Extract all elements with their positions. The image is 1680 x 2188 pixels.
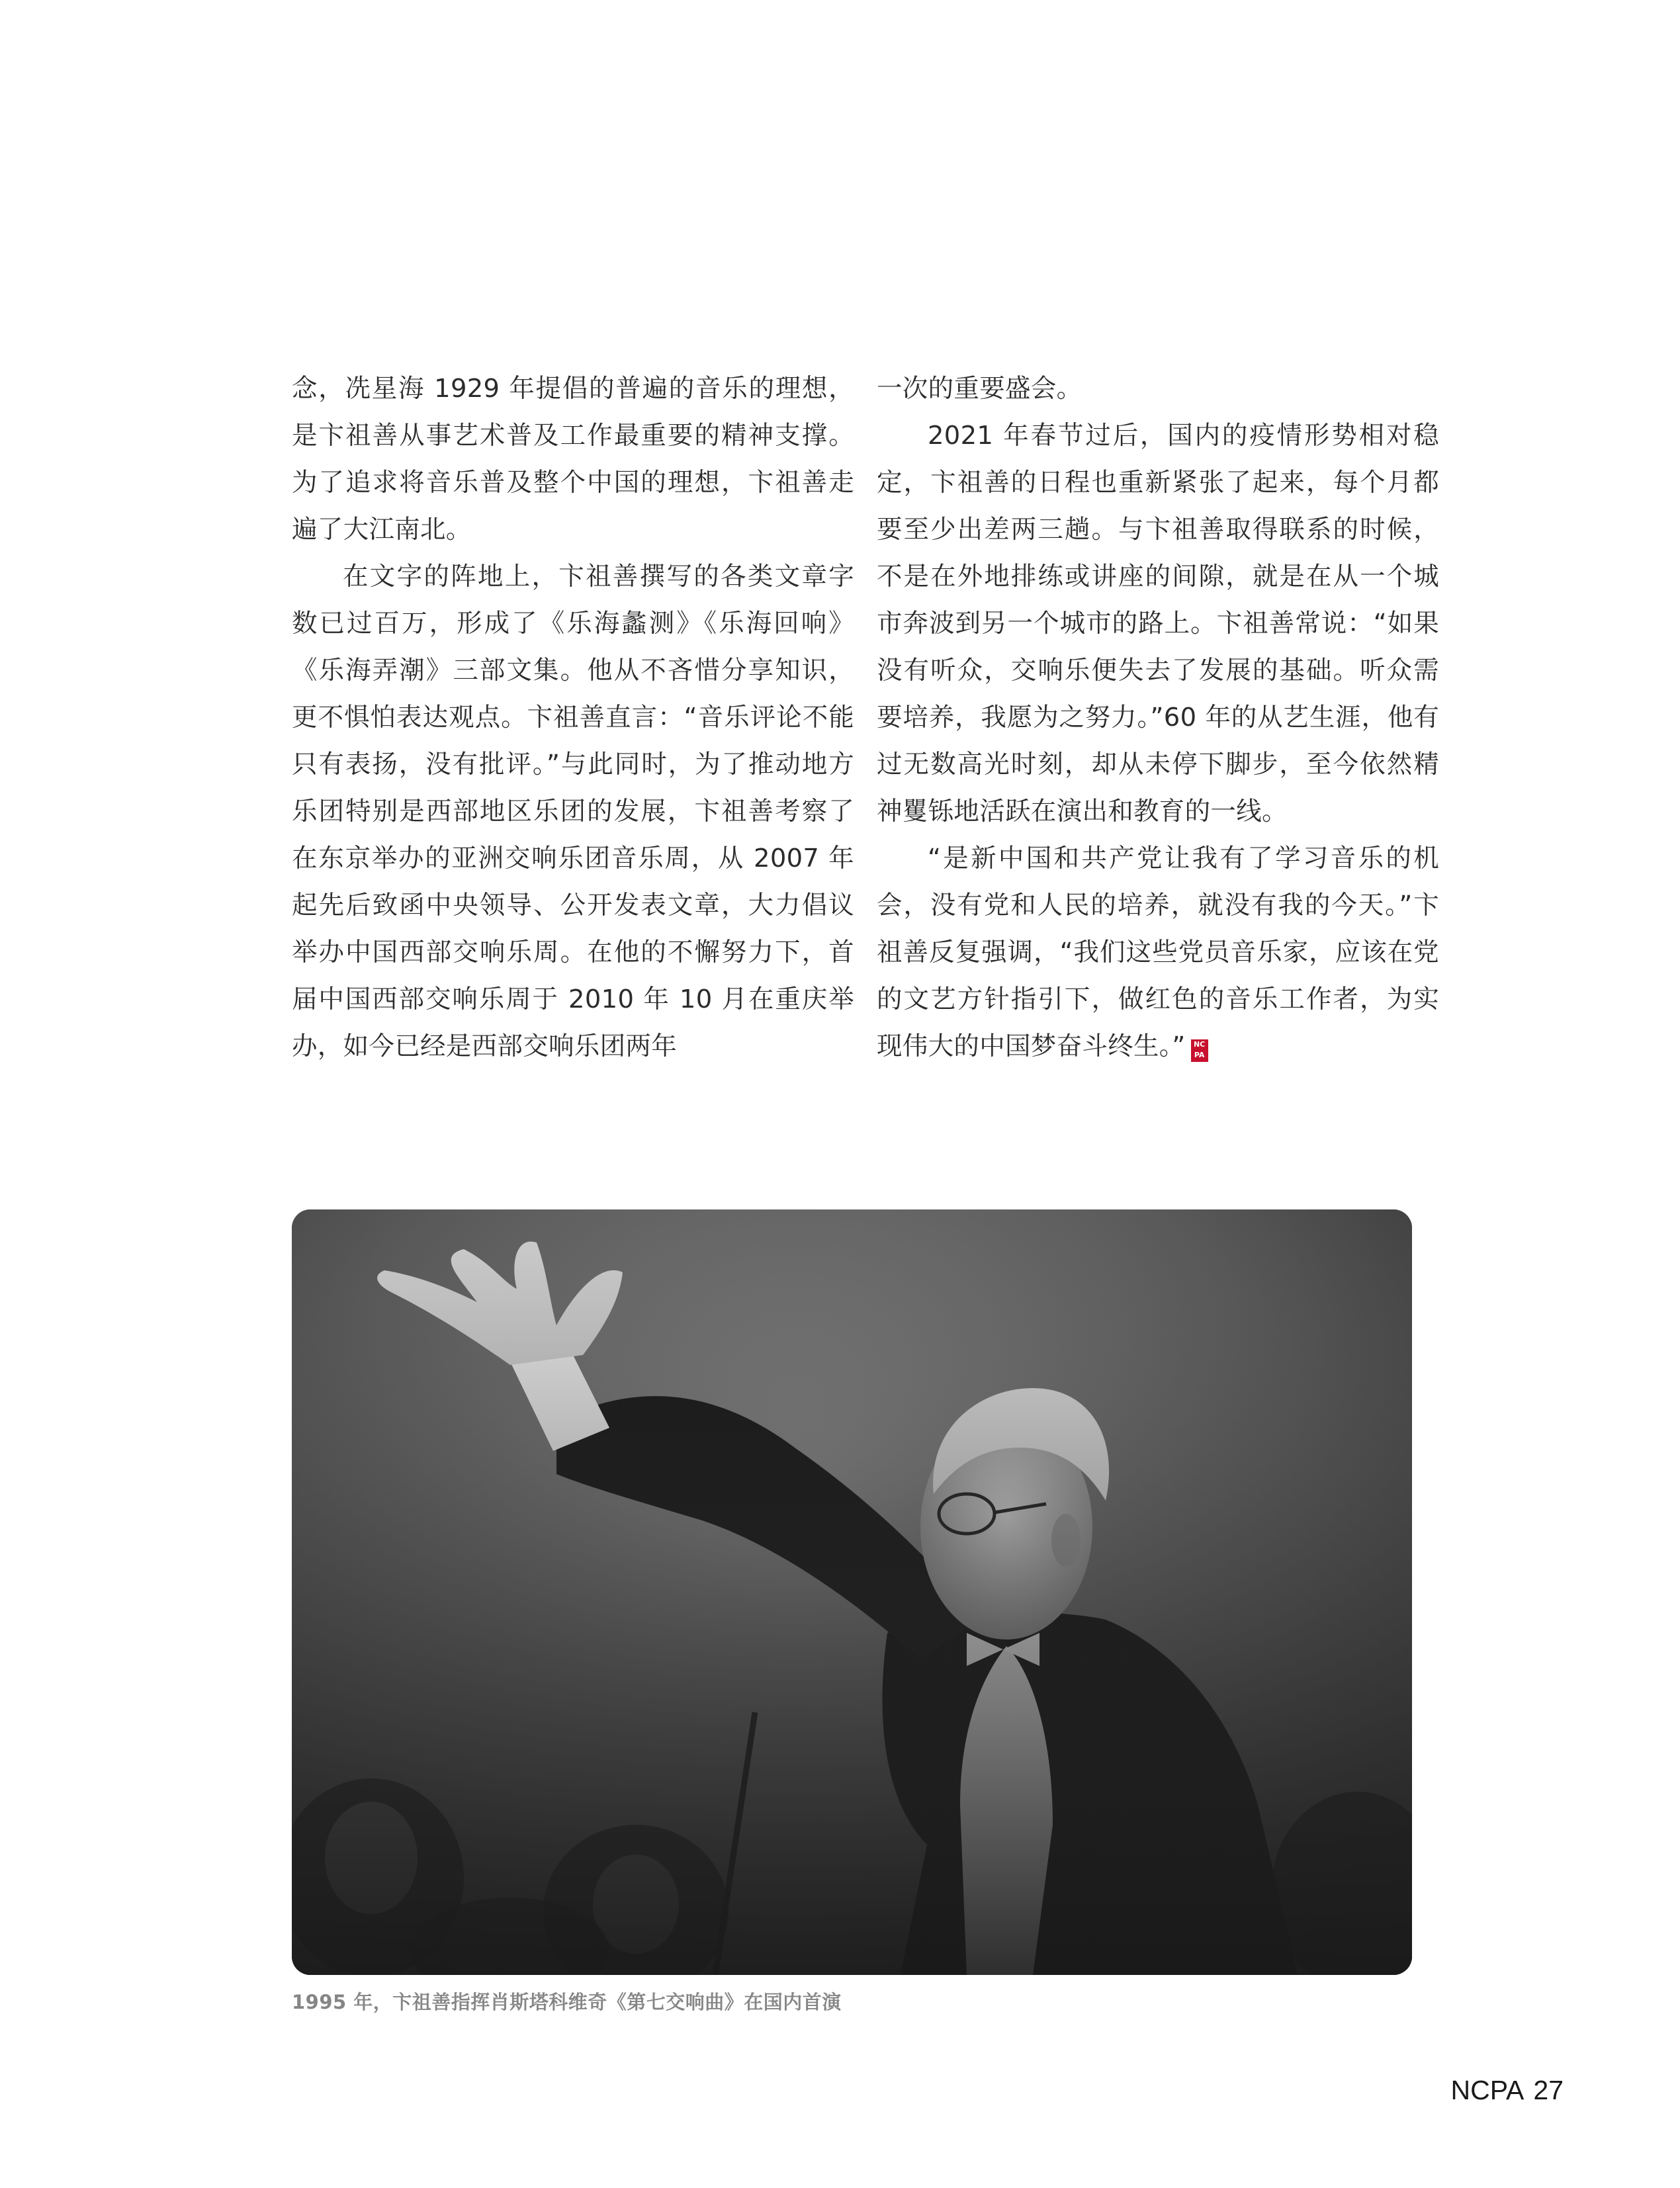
paragraph: 念，冼星海 1929 年提倡的普遍的音乐的理想，是卞祖善从事艺术普及工作最重要的精神支撑。为了追求将音乐普及整个中国的理想，卞祖善走遍了大江南北。 — [292, 374, 854, 545]
conductor-photo — [292, 1209, 1412, 1975]
paragraph: 在文字的阵地上，卞祖善撰写的各类文章字数已过百万，形成了《乐海蠡测》《乐海回响》《乐海弄潮》三部文集。他从不吝惜分享知识，更不惧怕表达观点。卞祖善直言：“音乐评论不能只有表扬，没有批评。”与此同时，为了推动地方乐团特别是西部地区乐团的发展，卞祖善考察了在东京举办的亚洲交响乐团音乐周，从 2007 年起先后致函中央领导、公开发表文章，大力倡议举办中国西部交响乐周。在他的不懈努力下，首届中国西部交响乐周于 2010 年 10 月在重庆举办，如今已经是西部交响乐团两年 — [292, 562, 855, 1061]
paragraph: 一次的重要盛会。 — [877, 374, 1083, 404]
photo-caption: 1995 年，卞祖善指挥肖斯塔科维奇《第七交响曲》在国内首演 — [292, 1991, 842, 2013]
magazine-brand: NCPA — [1450, 2075, 1525, 2105]
paragraph-text: “是新中国和共产党让我有了学习音乐的机会，没有党和人民的培养，就没有我的今天。”卞祖善反复强调，“我们这些党员音乐家，应该在党的文艺方针指引下，做红色的音乐工作者，为实现伟大的中国梦奋斗终生。” — [877, 844, 1439, 1061]
paragraph: 2021 年春节过后，国内的疫情形势相对稳定，卞祖善的日程也重新紧张了起来，每个月都要至少出差两三趟。与卞祖善取得联系的时候，不是在外地排练或讲座的间隙，就是在从一个城市奔波到另一个城市的路上。卞祖善常说：“如果没有听众，交响乐便失去了发展的基础。听众需要培养，我愿为之努力。”60 年的从艺生涯，他有过无数高光时刻，却从未停下脚步，至今依然精神矍铄地活跃在演出和教育的一线。 — [877, 421, 1440, 826]
page-footer — [1451, 2075, 1564, 2106]
article-column-right — [877, 365, 1439, 1070]
paragraph-final — [877, 835, 1439, 1070]
article-column-left — [292, 365, 854, 1070]
page-number: 27 — [1533, 2075, 1564, 2105]
ncpa-end-mark-icon: NC PA — [1191, 1039, 1208, 1062]
